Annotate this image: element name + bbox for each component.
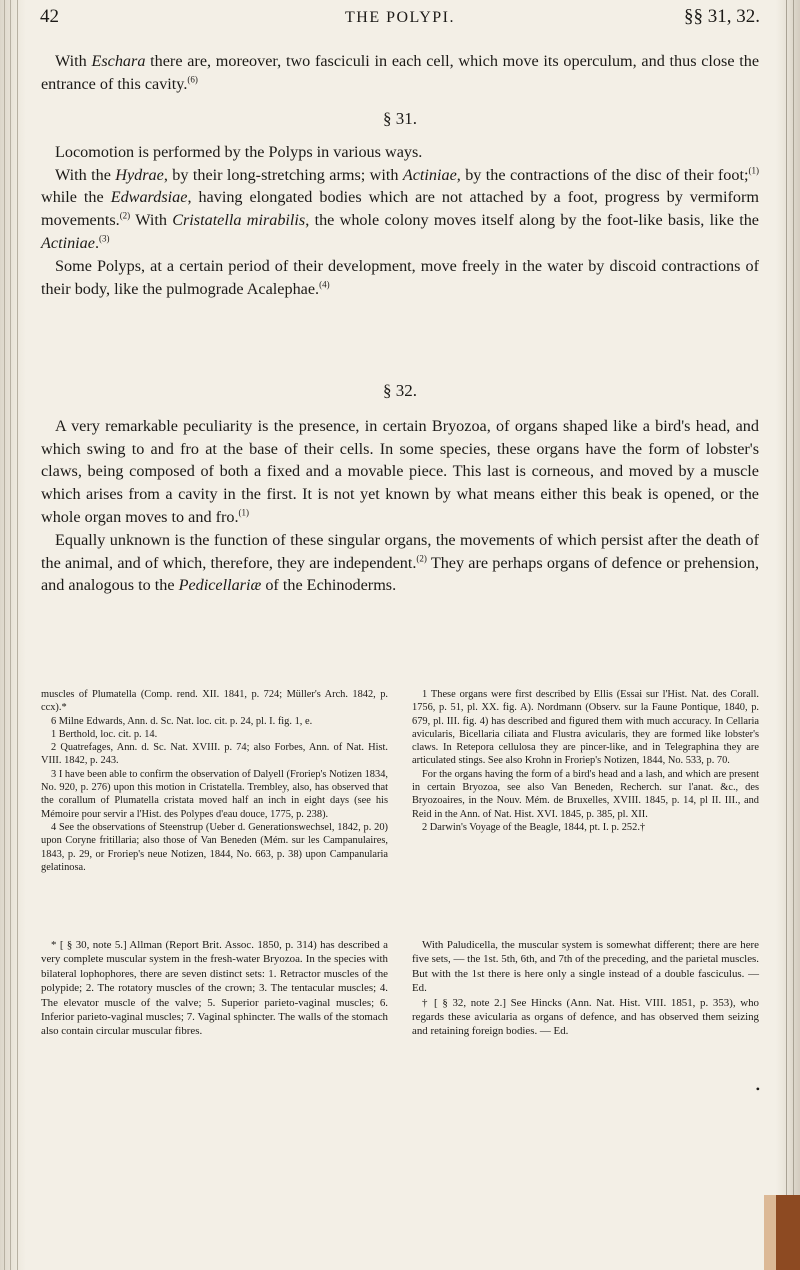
paragraph: With the Hydrae, by their long-stretching arms; with Actiniae, by the contractions of the disc of their foot;$^{(1)}$ while the Edwardsiae, having elongated bodies which are not attached by a foot, progress by vermiform movements.$^{(2)}$ With Cristatella mirabilis, the whole colony moves itself along by the foot-like basis, like the Actiniae.$^{(3)}$ <box>41 165 759 252</box>
left-page-edge <box>0 0 26 1270</box>
footnote: 1 These organs were first described by Ellis (Essai sur l'Hist. Nat. des Corall. 1756, p. 51, pl. XX. fig. A). Nordmann (Observ. sur la Faune Pontique, 1840, p. 679, pl. III. fig. 4) has described and figured them with much accuracy. In Cellaria avicularis, Bicellaria ciliata and Flustra avicularis, they are formed like lobster's claws. In Retepora cellulosa they are pincer-like, and in Telegraphina they are articulated stings. See also Krohn in Froriep's Notizen, 1844, No. 533, p. 70. <box>412 689 759 767</box>
footnotes-right <box>412 688 759 834</box>
running-header <box>40 6 760 32</box>
footnote: 4 See the observations of Steenstrup (Ueber d. Generationswechsel, 1842, p. 20) upon Coryne fritillaria; also those of Van Beneden (Mém. sur les Campanulaires, 1843, p. 29, or Froriep's neue Notizen, 1844, No. 663, p. 38) upon Campanularia gelatinosa. <box>41 821 388 873</box>
section-heading: § 32. <box>383 381 417 400</box>
paragraph: Some Polyps, at a certain period of their development, move freely in the water by discoid contractions of their body, like the pulmograde Acalephae.$^{(4)}$ <box>41 256 759 298</box>
editor-note-left <box>41 938 388 1039</box>
editor-note: † [ § 32, note 2.] See Hincks (Ann. Nat. Hist. VIII. 1851, p. 353), who regards these avicularia as organs of defence, and has observed them seizing and retaining foreign bodies. — Ed. <box>412 996 759 1038</box>
footnote: 2 Quatrefages, Ann. d. Sc. Nat. XVIII. p. 74; also Forbes, Ann. of Nat. Hist. VIII. 1842, p. 243. <box>41 742 388 767</box>
footnote: For the organs having the form of a bird's head and a lash, and which are present in certain Bryozoa, see also Van Beneden, Recherch. sur l'anat. &c., des Bryozoaires, in the Nouv. Mém. de Bruxelles, XVIII. 1845, p. 14, pl II. III., and Reid in the Ann. of Nat. Hist. XVI. 1845, p. 385, pl. XII. <box>412 768 759 820</box>
footnote: 6 Milne Edwards, Ann. d. Sc. Nat. loc. cit. p. 24, pl. I. fig. 1, e. <box>51 715 313 727</box>
running-title: THE POLYPI. <box>344 9 455 26</box>
editor-note: * [ § 30, note 5.] Allman (Report Brit. Assoc. 1850, p. 314) has described a very complete muscular system in the fresh-water Bryozoa. In the species with bilateral lophophores, there are seven distinct sets: 1. Retractor muscles of the polypide; 2. The rotatory muscles of the crown; 3. The tentacular muscles; 4. The elevator muscle of the valve; 5. Superior parieto-vaginal muscles; 6. Inferior parieto-vaginal muscles; 7. Vaginal sphincter. The walls of the stomach also contain circular muscular fibres. <box>41 939 388 1038</box>
binding-edge <box>776 1195 800 1270</box>
section-heading: § 31. <box>383 109 417 128</box>
footnote: muscles of Plumatella (Comp. rend. XII. 1841, p. 724; Müller's Arch. 1842, p. ccx).* <box>41 689 388 714</box>
section-range: §§ 31, 32. <box>684 6 760 27</box>
paragraph: Equally unknown is the function of these singular organs, the movements of which persist after the death of the animal, and of which, therefore, they are independent.$^{(2)}$ They are perhaps organs of defence or prehension, and analogous to the Pedicellariæ of the Echinoderms. <box>41 530 759 595</box>
intro-paragraph: With Eschara there are, moreover, two fasciculi in each cell, which move its operculum, and thus close the entrance of this cavity.$^{(6)}$ <box>41 52 760 93</box>
footnote: 2 Darwin's Voyage of the Beagle, 1844, pt. I. p. 252.† <box>422 821 646 833</box>
footnote: 3 I have been able to confirm the observation of Dalyell (Froriep's Notizen 1834, No. 920, p. 276) upon this motion in Cristatella. Trembley, also, has observed that the corallum of Plumatella cristata moved half an inch in eight days (see his Mémoire pour servir a l'Hist. des Polypes d'eau douce, 1775, p. 238). <box>41 768 388 820</box>
right-page-edge <box>776 0 800 1270</box>
footnote: 1 Berthold, loc. cit. p. 14. <box>51 728 158 740</box>
section-32 <box>41 380 759 597</box>
bullet-mark-icon: • <box>755 1082 760 1096</box>
section-31 <box>41 108 759 300</box>
paragraph: A very remarkable peculiarity is the presence, in certain Bryozoa, of organs shaped like a bird's head, and which swing to and fro at the base of their cells. In some species, these organs have the form of lobster's claws, being composed of both a fixed and a movable piece. This last is corneous, and moved by a muscle which arises from a cavity in the first. It is not yet known by what means either this beak is opened, or the whole organ moves to and fro.$^{(1)}$ <box>41 416 759 526</box>
editor-note-right <box>412 938 759 1039</box>
editor-note: With Paludicella, the muscular system is somewhat different; there are here five sets, — the 1st. 5th, 6th, and 7th of the preceding, and the parietal muscles. But with the 1st there is here only a single instead of a double fasciculus. — Ed. <box>412 939 759 995</box>
page-number: 42 <box>40 6 59 27</box>
paragraph: Locomotion is performed by the Polyps in various ways. <box>55 142 423 161</box>
footnotes-left <box>41 688 388 874</box>
